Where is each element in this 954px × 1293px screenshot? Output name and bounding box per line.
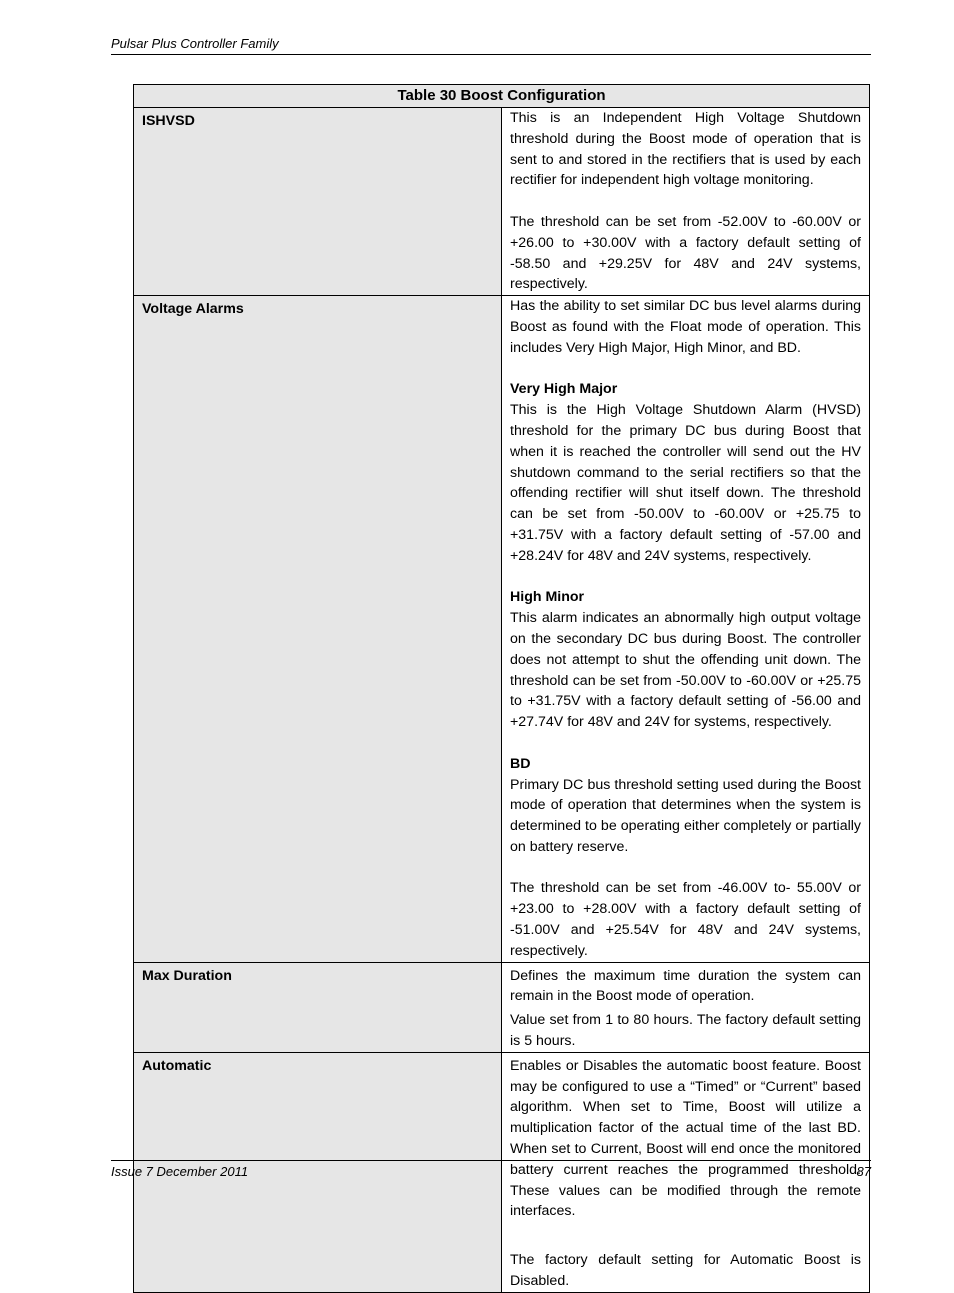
paragraph: This is the High Voltage Shutdown Alarm (HVSD) threshold for the primary DC bus during Boost that when it is reached the controller will send out the HV shutdown command to the serial rectifiers so that the offending rectifier will shut itself down. The threshold can be set from -50.00V to -60.00V or +25.75 to +31.75V with a factory default setting of -57.00 and +28.24V for 48V and 24V systems, respectively. <box>510 402 861 564</box>
paragraph: This is an Independent High Voltage Shutdown threshold during the Boost mode of operation that is sent to and stored in the rectifiers that is used by each rectifier for independent high voltage monitoring. <box>510 110 861 189</box>
issue-date: Issue 7 December 2011 <box>111 1164 249 1179</box>
paragraph: The factory default setting for Automatic Boost is Disabled. <box>510 1252 861 1290</box>
running-header <box>111 36 871 55</box>
table-title: Table 30 Boost Configuration <box>134 85 870 108</box>
row-description <box>502 962 870 1052</box>
paragraph: Defines the maximum time duration the system can remain in the Boost mode of operation. <box>510 967 861 1005</box>
spacer <box>510 1222 861 1250</box>
spacer <box>510 567 861 588</box>
document-title: Pulsar Plus Controller Family <box>111 36 279 51</box>
paragraph: Value set from 1 to 80 hours. The factory default setting is 5 hours. <box>510 1012 861 1050</box>
paragraph: The threshold can be set from -52.00V to -60.00V or +26.00 to +30.00V with a factory default setting of -58.50 and +29.25V for 48V and 24V systems, respectively. <box>510 213 861 293</box>
spacer <box>510 191 861 212</box>
page-number: 87 <box>856 1164 871 1179</box>
paragraph: This alarm indicates an abnormally high output voltage on the secondary DC bus during Boost. The controller does not attempt to shut the offending unit down. The threshold can be set from -50.00V to -60.00V or +25.75 to +31.75V with a factory default setting of -56.00 and +27.74V for 48V and 24V for systems, respectively. <box>510 610 861 731</box>
spacer <box>510 858 861 879</box>
spacer <box>510 359 861 380</box>
row-label: Automatic <box>134 1052 502 1292</box>
row-label: Voltage Alarms <box>134 296 502 963</box>
table-row-voltage-alarms <box>134 296 870 963</box>
row-description <box>502 108 870 296</box>
boost-configuration-table <box>133 84 870 1293</box>
subheading-very-high-major: Very High Major <box>510 381 618 398</box>
spacer <box>510 733 861 754</box>
table-title-row <box>134 85 870 108</box>
subheading-bd: BD <box>510 755 531 772</box>
row-description <box>502 296 870 963</box>
paragraph: Enables or Disables the automatic boost feature. Boost may be configured to use a “Timed” or “Current” based algorithm. When set to Time, Boost will utilize a multiplication factor of the actual time of the last BD. When set to Current, Boost will end once the monitored battery current reaches the programmed threshold. These values can be modified through the remote interfaces. <box>510 1057 861 1220</box>
paragraph: Has the ability to set similar DC bus level alarms during Boost as found with the Float mode of operation. This includes Very High Major, High Minor, and BD. <box>510 298 861 356</box>
row-label: Max Duration <box>134 962 502 1052</box>
paragraph: The threshold can be set from -46.00V to- 55.00V or +23.00 to +28.00V with a factory default setting of -51.00V and +25.54V for 48V and 24V systems, respectively. <box>510 880 861 959</box>
paragraph: Primary DC bus threshold setting used during the Boost mode of operation that determines when the system is determined to be operating either completely or partially on battery reserve. <box>510 776 861 855</box>
table-row-ishvsd <box>134 108 870 296</box>
row-label: ISHVSD <box>134 108 502 296</box>
table-row-max-duration <box>134 962 870 1052</box>
running-footer <box>111 1160 871 1179</box>
subheading-high-minor: High Minor <box>510 589 585 606</box>
